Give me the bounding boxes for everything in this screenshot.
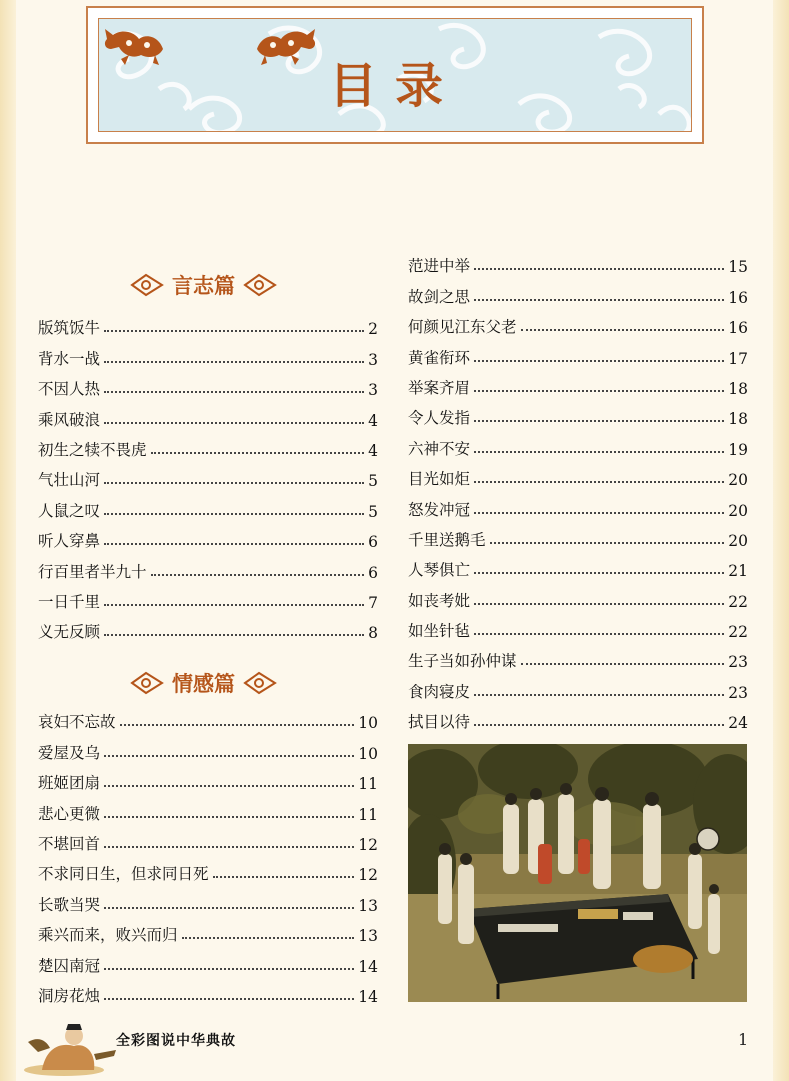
entry-title: 一日千里 bbox=[38, 592, 101, 611]
entry-page: 5 bbox=[368, 502, 378, 521]
entry-title: 哀妇不忘故 bbox=[38, 713, 116, 732]
toc-entry[interactable] bbox=[408, 428, 748, 458]
toc-entry[interactable] bbox=[408, 580, 748, 610]
leader-dots bbox=[474, 360, 724, 362]
leader-dots bbox=[104, 482, 364, 484]
ornament-left-icon bbox=[130, 669, 164, 697]
entry-title: 背水一战 bbox=[38, 349, 101, 368]
toc-entry[interactable] bbox=[408, 489, 748, 519]
entry-title: 拭目以待 bbox=[408, 713, 471, 732]
leader-dots bbox=[474, 512, 724, 514]
entry-page: 21 bbox=[728, 562, 748, 581]
ornament-right-icon bbox=[243, 669, 277, 697]
leader-dots bbox=[474, 299, 724, 301]
leader-dots bbox=[104, 634, 364, 636]
entry-title: 黄雀衔环 bbox=[408, 348, 471, 367]
entry-page: 12 bbox=[358, 866, 378, 885]
leader-dots bbox=[474, 390, 724, 392]
leader-dots bbox=[104, 968, 354, 970]
entry-title: 长歌当哭 bbox=[38, 895, 101, 914]
entry-title: 不因人热 bbox=[38, 380, 101, 399]
toc-entry[interactable] bbox=[38, 521, 378, 551]
entry-title: 版筑饭牛 bbox=[38, 319, 101, 338]
entry-title: 乘风破浪 bbox=[38, 410, 101, 429]
entry-title: 楚囚南冠 bbox=[38, 956, 101, 975]
toc-entry[interactable] bbox=[408, 550, 748, 580]
leader-dots bbox=[104, 816, 354, 818]
toc-entry[interactable] bbox=[38, 732, 378, 762]
entry-page: 15 bbox=[728, 258, 748, 277]
entry-title: 班姬团扇 bbox=[38, 774, 101, 793]
entry-page: 18 bbox=[728, 379, 748, 398]
page-number: 1 bbox=[738, 1030, 749, 1049]
leader-dots bbox=[104, 846, 354, 848]
leader-dots bbox=[521, 663, 725, 665]
toc-entry[interactable] bbox=[38, 945, 378, 975]
entry-page: 12 bbox=[358, 835, 378, 854]
entry-page: 22 bbox=[728, 592, 748, 611]
title-panel bbox=[98, 18, 692, 132]
painting-image bbox=[408, 744, 747, 1002]
toc-entry[interactable] bbox=[38, 793, 378, 823]
leader-dots bbox=[474, 633, 724, 635]
section-heading-2 bbox=[130, 666, 277, 700]
entry-page: 18 bbox=[728, 410, 748, 429]
entry-page: 10 bbox=[358, 744, 378, 763]
toc-list-section-2 bbox=[38, 702, 378, 1006]
entry-page: 14 bbox=[358, 957, 378, 976]
entry-title: 洞房花烛 bbox=[38, 986, 101, 1005]
leader-dots bbox=[120, 724, 355, 726]
leader-dots bbox=[104, 998, 354, 1000]
entry-page: 5 bbox=[368, 472, 378, 491]
leader-dots bbox=[474, 268, 724, 270]
ornament-left-icon bbox=[130, 271, 164, 299]
book-series-label: 全彩图说中华典故 bbox=[116, 1033, 236, 1049]
leader-dots bbox=[474, 481, 724, 483]
leader-dots bbox=[474, 603, 724, 605]
entry-page: 3 bbox=[368, 350, 378, 369]
leader-dots bbox=[151, 452, 364, 454]
entry-title: 乘兴而来，败兴而归 bbox=[38, 926, 178, 945]
leader-dots bbox=[104, 907, 354, 909]
toc-entry[interactable] bbox=[408, 520, 748, 550]
entry-page: 14 bbox=[358, 987, 378, 1006]
toc-entry[interactable] bbox=[38, 915, 378, 945]
entry-title: 气壮山河 bbox=[38, 471, 101, 490]
toc-entry[interactable] bbox=[408, 398, 748, 428]
leader-dots bbox=[474, 420, 724, 422]
leader-dots bbox=[521, 329, 725, 331]
entry-title: 范进中举 bbox=[408, 257, 471, 276]
toc-entry[interactable] bbox=[38, 763, 378, 793]
page-edge-right bbox=[773, 0, 789, 1081]
entry-page: 16 bbox=[728, 288, 748, 307]
leader-dots bbox=[104, 513, 364, 515]
toc-entry[interactable] bbox=[38, 338, 378, 368]
toc-entry[interactable] bbox=[38, 460, 378, 490]
entry-page: 20 bbox=[728, 501, 748, 520]
entry-title: 千里送鹅毛 bbox=[408, 530, 486, 549]
entry-title: 不求同日生，但求同日死 bbox=[38, 865, 209, 884]
leader-dots bbox=[104, 422, 364, 424]
toc-entry[interactable] bbox=[38, 854, 378, 884]
entry-title: 听人穿鼻 bbox=[38, 532, 101, 551]
toc-list-section-1 bbox=[38, 308, 378, 642]
toc-entry[interactable] bbox=[408, 611, 748, 641]
leader-dots bbox=[104, 785, 354, 787]
entry-page: 10 bbox=[358, 714, 378, 733]
leader-dots bbox=[490, 542, 725, 544]
entry-title: 食肉寝皮 bbox=[408, 682, 471, 701]
toc-entry[interactable] bbox=[38, 430, 378, 460]
entry-page: 20 bbox=[728, 531, 748, 550]
entry-page: 7 bbox=[368, 593, 378, 612]
leader-dots bbox=[474, 724, 724, 726]
entry-page: 13 bbox=[358, 927, 378, 946]
toc-entry[interactable] bbox=[408, 337, 748, 367]
entry-title: 人琴俱亡 bbox=[408, 561, 471, 580]
leader-dots bbox=[474, 572, 724, 574]
entry-page: 13 bbox=[358, 896, 378, 915]
entry-page: 17 bbox=[728, 349, 748, 368]
toc-entry[interactable] bbox=[38, 582, 378, 612]
leader-dots bbox=[104, 330, 364, 332]
ornament-right-icon bbox=[243, 271, 277, 299]
entry-title: 生子当如孙仲谋 bbox=[408, 652, 517, 671]
entry-title: 如坐针毡 bbox=[408, 622, 471, 641]
toc-entry[interactable] bbox=[408, 459, 748, 489]
toc-entry[interactable] bbox=[38, 551, 378, 581]
toc-entry[interactable] bbox=[38, 369, 378, 399]
page-title: 目录 bbox=[328, 58, 461, 114]
entry-page: 3 bbox=[368, 381, 378, 400]
section-heading-text: 言志篇 bbox=[172, 273, 235, 298]
entry-title: 举案齐眉 bbox=[408, 378, 471, 397]
entry-page: 22 bbox=[728, 623, 748, 642]
leader-dots bbox=[213, 876, 355, 878]
toc-entry[interactable] bbox=[408, 246, 748, 276]
entry-title: 初生之犊不畏虎 bbox=[38, 440, 147, 459]
toc-entry[interactable] bbox=[408, 641, 748, 671]
entry-title: 不堪回首 bbox=[38, 834, 101, 853]
entry-title: 何颜见江东父老 bbox=[408, 318, 517, 337]
toc-entry[interactable] bbox=[38, 399, 378, 429]
entry-page: 2 bbox=[368, 320, 378, 339]
entry-page: 11 bbox=[358, 805, 378, 824]
entry-title: 目光如炬 bbox=[408, 470, 471, 489]
section-heading-text: 情感篇 bbox=[172, 671, 235, 696]
toc-entry[interactable] bbox=[38, 976, 378, 1006]
toc-list-right-column bbox=[408, 246, 748, 732]
page-edge-left bbox=[0, 0, 16, 1081]
scholar-figure-icon bbox=[24, 1012, 120, 1076]
leader-dots bbox=[182, 937, 355, 939]
toc-entry[interactable] bbox=[408, 307, 748, 337]
entry-page: 16 bbox=[728, 319, 748, 338]
entry-page: 24 bbox=[728, 714, 748, 733]
dragon-ornament-right-icon bbox=[99, 19, 169, 67]
leader-dots bbox=[104, 604, 364, 606]
leader-dots bbox=[104, 361, 364, 363]
entry-title: 怒发冲冠 bbox=[408, 500, 471, 519]
toc-entry[interactable] bbox=[38, 824, 378, 854]
classical-painting-illustration bbox=[408, 744, 747, 1002]
entry-title: 如丧考妣 bbox=[408, 591, 471, 610]
entry-title: 义无反顾 bbox=[38, 623, 101, 642]
toc-entry[interactable] bbox=[38, 702, 378, 732]
leader-dots bbox=[104, 391, 364, 393]
entry-title: 人鼠之叹 bbox=[38, 501, 101, 520]
entry-page: 4 bbox=[368, 411, 378, 430]
toc-entry[interactable] bbox=[38, 884, 378, 914]
entry-title: 故剑之思 bbox=[408, 287, 471, 306]
entry-title: 行百里者半九十 bbox=[38, 562, 147, 581]
toc-entry[interactable] bbox=[408, 276, 748, 306]
entry-title: 令人发指 bbox=[408, 409, 471, 428]
leader-dots bbox=[104, 755, 354, 757]
toc-entry[interactable] bbox=[408, 702, 748, 732]
toc-entry[interactable] bbox=[408, 671, 748, 701]
entry-page: 20 bbox=[728, 471, 748, 490]
entry-page: 23 bbox=[728, 653, 748, 672]
entry-page: 4 bbox=[368, 441, 378, 460]
leader-dots bbox=[104, 543, 364, 545]
entry-title: 六神不安 bbox=[408, 439, 471, 458]
entry-title: 爱屋及乌 bbox=[38, 743, 101, 762]
entry-page: 19 bbox=[728, 440, 748, 459]
entry-page: 23 bbox=[728, 683, 748, 702]
entry-page: 6 bbox=[368, 533, 378, 552]
toc-entry[interactable] bbox=[38, 490, 378, 520]
title-banner bbox=[86, 6, 704, 144]
entry-title: 悲心更微 bbox=[38, 804, 101, 823]
section-heading-1 bbox=[130, 268, 277, 302]
toc-entry[interactable] bbox=[38, 612, 378, 642]
toc-entry[interactable] bbox=[38, 308, 378, 338]
leader-dots bbox=[474, 694, 724, 696]
entry-page: 6 bbox=[368, 563, 378, 582]
entry-page: 8 bbox=[368, 624, 378, 643]
leader-dots bbox=[474, 451, 724, 453]
toc-entry[interactable] bbox=[408, 368, 748, 398]
leader-dots bbox=[151, 574, 364, 576]
entry-page: 11 bbox=[358, 775, 378, 794]
